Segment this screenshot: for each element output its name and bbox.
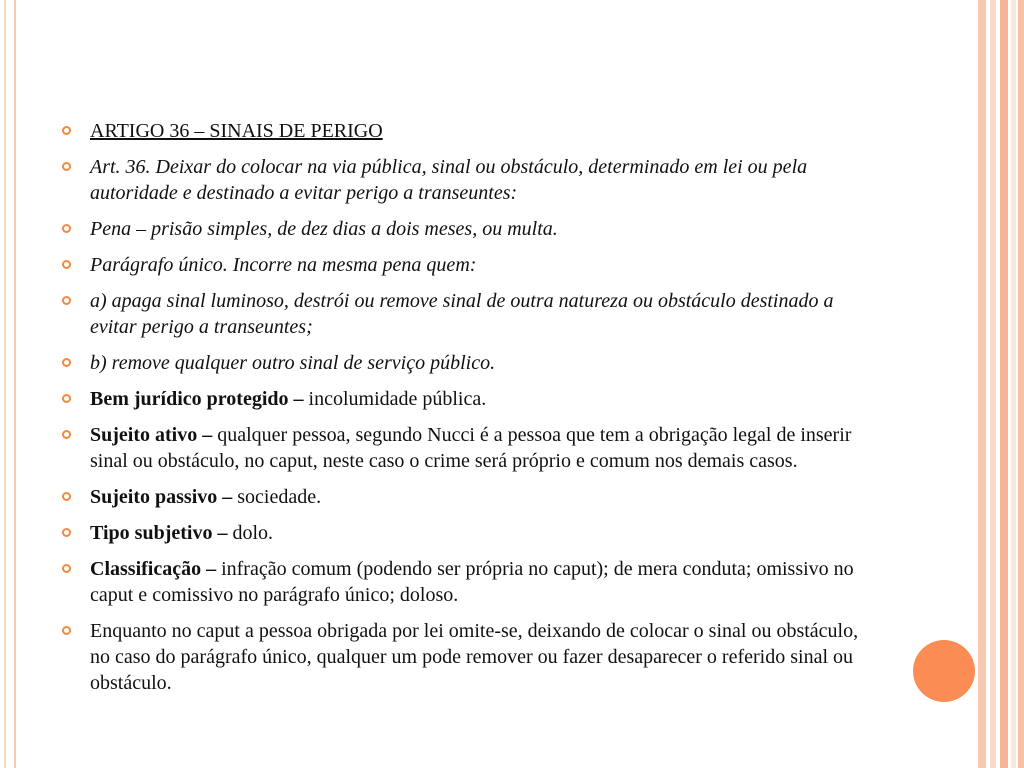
slide-content	[62, 118, 874, 706]
item-text: Parágrafo único. Incorre na mesma pena quem:	[90, 254, 477, 276]
bullet-item	[62, 216, 874, 242]
item-text: b) remove qualquer outro sinal de serviço público.	[90, 352, 496, 374]
stripe	[978, 0, 986, 768]
bullet-icon	[62, 260, 71, 269]
bullet-icon	[62, 126, 71, 135]
item-label: Bem jurídico protegido –	[90, 388, 304, 410]
bullet-item	[62, 484, 874, 510]
bullet-icon	[62, 492, 71, 501]
bullet-item	[62, 154, 874, 206]
bullet-icon	[62, 394, 71, 403]
bullet-icon	[62, 358, 71, 367]
bullet-item	[62, 386, 874, 412]
item-text: sociedade.	[232, 486, 322, 508]
bullet-item	[62, 422, 874, 474]
bullet-icon	[62, 564, 71, 573]
left-border-line	[4, 0, 6, 768]
item-label: Sujeito passivo –	[90, 486, 233, 508]
bullet-icon	[62, 528, 71, 537]
bullet-icon	[62, 430, 71, 439]
item-text: Enquanto no caput a pessoa obrigada por lei omite-se, deixando de colocar o sinal ou obstáculo, no caso do parágrafo único, qualquer um pode remover ou fazer desaparecer o referido sinal ou obstáculo.	[90, 620, 859, 694]
left-border	[0, 0, 16, 768]
bullet-icon	[62, 296, 71, 305]
bullet-icon	[62, 224, 71, 233]
item-text: incolumidade pública.	[303, 388, 487, 410]
stripe	[990, 0, 996, 768]
item-label: Sujeito ativo –	[90, 424, 213, 446]
item-text: dolo.	[227, 522, 274, 544]
bullet-item	[62, 252, 874, 278]
bullet-icon	[62, 162, 71, 171]
bullet-item	[62, 350, 874, 376]
bullet-item	[62, 556, 874, 608]
bullet-item	[62, 618, 874, 696]
stripe	[1011, 0, 1016, 768]
decorative-circle	[913, 640, 975, 702]
item-text: a) apaga sinal luminoso, destrói ou remove sinal de outra natureza ou obstáculo destinado a evitar perigo a transeuntes;	[90, 290, 834, 338]
item-text: Art. 36. Deixar do colocar na via pública, sinal ou obstáculo, determinado em lei ou pela autoridade e destinado a evitar perigo a transeuntes:	[90, 156, 808, 204]
item-label: Tipo subjetivo –	[90, 522, 228, 544]
bullet-item	[62, 520, 874, 546]
item-text: infração comum (podendo ser própria no caput); de mera conduta; omissivo no caput e comissivo no parágrafo único; doloso.	[90, 558, 854, 606]
slide-heading: ARTIGO 36 – SINAIS DE PERIGO	[90, 120, 383, 142]
bullet-item	[62, 118, 874, 144]
item-text: Pena – prisão simples, de dez dias a dois meses, ou multa.	[90, 218, 558, 240]
item-text: qualquer pessoa, segundo Nucci é a pessoa que tem a obrigação legal de inserir sinal ou obstáculo, no caput, neste caso o crime será próprio e comum nos demais casos.	[90, 424, 852, 472]
bullet-item	[62, 288, 874, 340]
decorative-stripes	[978, 0, 1024, 768]
item-label: Classificação –	[90, 558, 217, 580]
stripe	[1000, 0, 1008, 768]
stripe	[1018, 0, 1024, 768]
bullet-icon	[62, 626, 71, 635]
